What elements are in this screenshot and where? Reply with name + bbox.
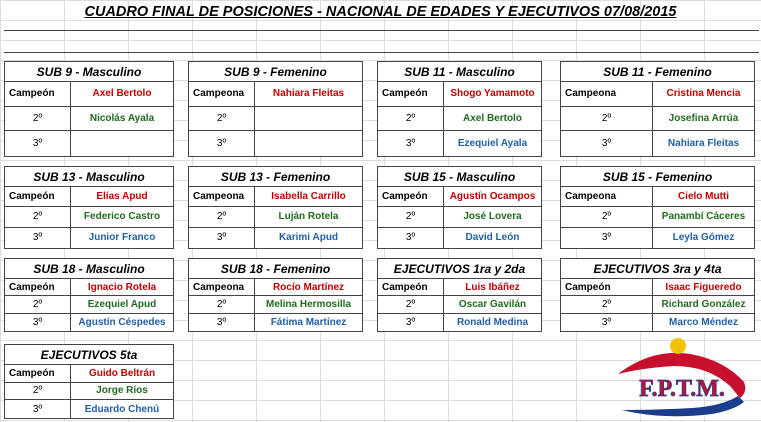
placement-row <box>5 187 173 207</box>
svg-text:F.P.T.M.: F.P.T.M. <box>639 376 725 402</box>
placement-row <box>189 131 362 156</box>
player-name: Ronald Medina <box>456 316 529 328</box>
placement-label: Campeona <box>189 82 255 106</box>
placement-row <box>561 131 754 156</box>
page-title: CUADRO FINAL DE POSICIONES - NACIONAL DE EDADES Y EJECUTIVOS 07/08/2015 <box>84 4 677 20</box>
placement-row <box>378 82 541 107</box>
placement-row <box>561 296 754 313</box>
placement-label: Campeón <box>378 187 444 206</box>
placement-label: Campeón <box>5 365 71 382</box>
placement-row <box>378 187 541 207</box>
placement-label: Campeona <box>189 279 255 295</box>
player-name: Rocío Martínez <box>272 281 345 293</box>
placement-label: Campeón <box>561 279 653 295</box>
player-name: Melina Hermosilla <box>265 298 352 310</box>
placement-row <box>561 228 754 248</box>
placement-row <box>5 365 173 383</box>
player-name: Isaac Figueredo <box>665 281 742 293</box>
player-name: David León <box>465 232 520 244</box>
placement-label: 3º <box>5 314 71 331</box>
placement-row <box>561 207 754 227</box>
placement-label: 2º <box>378 296 444 312</box>
category-title: SUB 13 - Masculino <box>5 167 173 187</box>
placement-label: Campeón <box>378 82 444 106</box>
player-name: Marco Méndez <box>669 316 738 328</box>
placement-label: Campeón <box>5 187 71 206</box>
placement-row <box>5 383 173 401</box>
placement-label: 2º <box>5 107 71 131</box>
player-name <box>255 107 362 131</box>
player-name <box>255 131 362 156</box>
placement-row <box>5 228 173 248</box>
player-name: Agustín Céspedes <box>78 316 166 328</box>
placement-row <box>378 207 541 227</box>
player-name: Luis Ibáñez <box>465 281 520 293</box>
player-name: Guido Beltrán <box>88 367 156 379</box>
placement-label: 3º <box>561 131 653 156</box>
player-name <box>71 131 173 156</box>
placement-row <box>189 107 362 132</box>
category-block <box>188 258 363 332</box>
placement-label: Campeón <box>378 279 444 295</box>
category-title: EJECUTIVOS 5ta <box>5 345 173 365</box>
placement-row <box>5 400 173 418</box>
placement-row <box>189 187 362 207</box>
player-name: Jorge Ríos <box>96 385 148 397</box>
placement-label: 2º <box>5 383 71 400</box>
category-block <box>4 166 174 249</box>
category-title: SUB 15 - Masculino <box>378 167 541 187</box>
placement-label: Campeón <box>5 82 71 106</box>
category-block <box>4 344 174 419</box>
fptm-logo <box>612 334 752 418</box>
placement-label: Campeona <box>189 187 255 206</box>
placement-row <box>5 82 173 107</box>
placement-label: 2º <box>561 207 653 226</box>
placement-row <box>378 296 541 313</box>
placement-label: 3º <box>378 228 444 248</box>
placement-label: 3º <box>378 314 444 331</box>
placement-label: 3º <box>5 131 71 156</box>
placement-row <box>189 296 362 313</box>
player-name: Josefina Arrúa <box>668 112 739 124</box>
placement-label: 2º <box>561 296 653 312</box>
category-block <box>188 166 363 249</box>
placement-label: 3º <box>378 131 444 156</box>
player-name: Panambí Cáceres <box>661 211 746 223</box>
player-name: Isabella Carrillo <box>271 191 346 203</box>
category-title: SUB 18 - Masculino <box>5 259 173 279</box>
placement-row <box>5 107 173 132</box>
placement-row <box>561 314 754 331</box>
player-name: Nahiara Fleitas <box>272 88 345 100</box>
category-block <box>560 61 755 157</box>
placement-row <box>189 207 362 227</box>
player-name: Cristina Mencia <box>666 88 741 100</box>
player-name: Agustín Ocampos <box>449 191 536 203</box>
placement-row <box>189 314 362 331</box>
placement-label: 2º <box>5 296 71 312</box>
placement-label: 3º <box>5 400 71 418</box>
placement-row <box>378 107 541 132</box>
placement-row <box>5 207 173 227</box>
player-name: Leyla Gómez <box>672 232 735 244</box>
placement-row <box>5 296 173 313</box>
category-block <box>377 61 542 157</box>
player-name: Ezequiel Apud <box>87 298 157 310</box>
placement-label: 3º <box>189 228 255 248</box>
player-name: Fátima Martínez <box>270 316 347 328</box>
player-name: José Lovera <box>463 211 522 223</box>
placement-row <box>189 82 362 107</box>
player-name: Karimi Apud <box>278 232 339 244</box>
player-name: Nahiara Fleitas <box>667 138 740 150</box>
placement-row <box>561 187 754 207</box>
category-title: SUB 11 - Femenino <box>561 62 754 82</box>
player-name: Shogo Yamamoto <box>450 88 535 100</box>
placement-label: 2º <box>189 207 255 226</box>
category-block <box>4 61 174 157</box>
placement-label: 3º <box>5 228 71 248</box>
placement-label: 3º <box>189 131 255 156</box>
category-block <box>377 258 542 332</box>
player-name: Luján Rotela <box>278 211 339 223</box>
category-title: SUB 9 - Masculino <box>5 62 173 82</box>
placement-label: Campeona <box>561 187 653 206</box>
placement-label: Campeona <box>561 82 653 106</box>
placement-row <box>5 314 173 331</box>
player-name: Cielo Mutti <box>677 191 730 203</box>
category-title: EJECUTIVOS 3ra y 4ta <box>561 259 754 279</box>
category-block <box>377 166 542 249</box>
player-name: Nicolás Ayala <box>89 112 155 124</box>
category-title: SUB 11 - Masculino <box>378 62 541 82</box>
placement-row <box>561 107 754 132</box>
placement-label: 2º <box>5 207 71 226</box>
placement-label: 2º <box>189 296 255 312</box>
placement-label: 3º <box>561 228 653 248</box>
category-block <box>4 258 174 332</box>
player-name: Axel Bertolo <box>92 88 152 100</box>
placement-row <box>5 279 173 296</box>
placement-row <box>378 279 541 296</box>
category-title: EJECUTIVOS 1ra y 2da <box>378 259 541 279</box>
player-name: Richard González <box>661 298 746 310</box>
category-block <box>560 166 755 249</box>
placement-label: 2º <box>378 107 444 131</box>
placement-row <box>561 82 754 107</box>
placement-row <box>189 228 362 248</box>
placement-row <box>378 228 541 248</box>
category-title: SUB 15 - Femenino <box>561 167 754 187</box>
player-name: Elías Apud <box>96 191 148 203</box>
player-name: Oscar Gavilán <box>458 298 527 310</box>
placement-row <box>561 279 754 296</box>
player-name: Federico Castro <box>83 211 161 223</box>
category-block <box>188 61 363 157</box>
placement-row <box>378 131 541 156</box>
category-block <box>560 258 755 332</box>
placement-row <box>189 279 362 296</box>
player-name: Axel Bertolo <box>463 112 522 124</box>
placement-row <box>5 131 173 156</box>
placement-label: 2º <box>378 207 444 226</box>
placement-label: 2º <box>561 107 653 131</box>
player-name: Ignacio Rotela <box>87 281 157 293</box>
player-name: Ezequiel Ayala <box>457 138 528 150</box>
placement-label: 3º <box>561 314 653 331</box>
placement-label: 2º <box>189 107 255 131</box>
placement-row <box>378 314 541 331</box>
category-title: SUB 18 - Femenino <box>189 259 362 279</box>
category-title: SUB 13 - Femenino <box>189 167 362 187</box>
placement-label: 3º <box>189 314 255 331</box>
player-name: Eduardo Chenú <box>84 403 160 415</box>
placement-label: Campeón <box>5 279 71 295</box>
category-title: SUB 9 - Femenino <box>189 62 362 82</box>
player-name: Junior Franco <box>88 232 156 244</box>
section-divider <box>4 52 759 53</box>
title-divider <box>4 30 759 31</box>
